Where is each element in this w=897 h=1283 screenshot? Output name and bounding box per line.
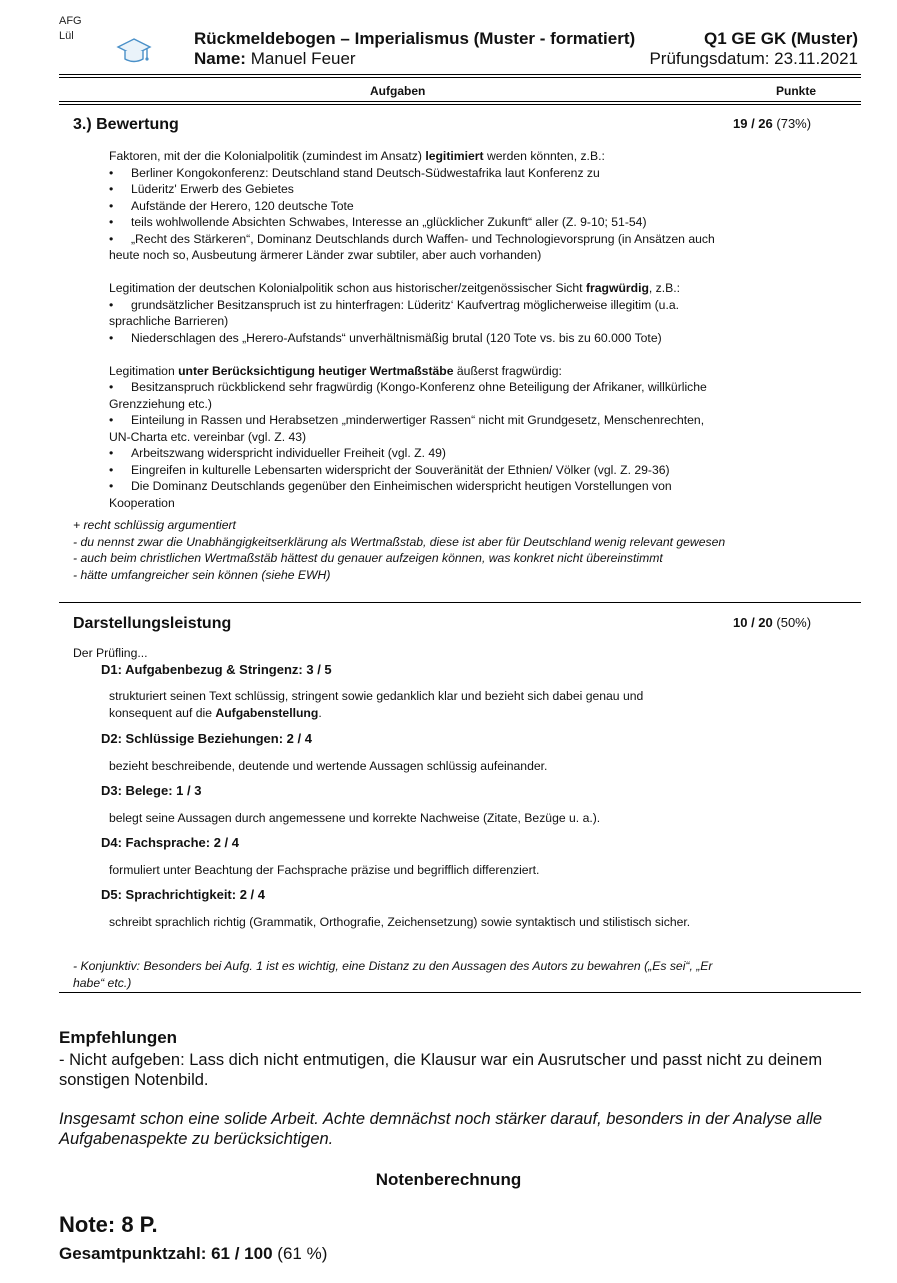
empfehlungen-title: Empfehlungen <box>59 1028 178 1047</box>
comment-line: - hätte umfangreicher sein können (siehe EWH) <box>73 567 331 582</box>
darstellung-points-value: 10 / 20 <box>733 615 773 630</box>
list-item: • Einteilung in Rassen und Herabsetzen „minderwertiger Rassen“ nicht mit Grundgesetz, Menschenrechten, UN-Charta etc. vereinbar (vgl. Z. 43) <box>109 412 729 445</box>
student-name-row <box>194 49 356 69</box>
column-points: Punkte <box>776 84 817 98</box>
total-points <box>59 1244 327 1264</box>
bewertung-comments <box>73 517 733 583</box>
d2-text: bezieht beschreibende, deutende und wertende Aussagen schlüssig aufeinander. <box>109 759 548 773</box>
d1-heading: D1: Aufgabenbezug & Stringenz: 3 / 5 <box>101 662 332 677</box>
d4-text: formuliert unter Beachtung der Fachsprache präzise und begrifflich differenziert. <box>109 863 540 877</box>
darstellung-points-percent: (50%) <box>776 615 812 630</box>
list-item: • Besitzanspruch rückblickend sehr fragwürdig (Kongo-Konferenz ohne Beteiligung der Afrikaner, willkürliche Grenzziehung etc.) <box>109 379 729 412</box>
d3-text: belegt seine Aussagen durch angemessene und korrekte Nachweise (Zitate, Bezüge u. a.). <box>109 811 601 825</box>
bewertung-points-percent: (73%) <box>776 116 812 131</box>
section-bewertung-title: 3.) Bewertung <box>73 116 179 133</box>
list-item: • Aufstände der Herero, 120 deutsche Tote <box>109 198 729 215</box>
course-label: Q1 GE GK (Muster) <box>704 29 858 48</box>
header-divider-2 <box>59 77 861 78</box>
darstellung-comment: - Konjunktiv: Besonders bei Aufg. 1 ist es wichtig, eine Distanz zu den Aussagen des Autors zu bewahren („Es sei“, „Er habe“ etc.) <box>73 959 713 990</box>
d2-heading: D2: Schlüssige Beziehungen: 2 / 4 <box>101 731 312 746</box>
teacher-code: Lül <box>59 30 74 42</box>
section-divider <box>59 992 861 993</box>
list-item: • teils wohlwollende Absichten Schwabes, Interesse an „glücklicher Zukunft“ aller (Z. 9-10; 51-54) <box>109 214 729 231</box>
d1-text: strukturiert seinen Text schlüssig, stringent sowie gedanklich klar und bezieht sich dabei genau und konsequent auf die Aufgabenstellung. <box>109 689 644 720</box>
school-teacher-code <box>59 14 82 44</box>
list-item: • Lüderitz' Erwerb des Gebietes <box>109 181 729 198</box>
empfehlungen-text: - Nicht aufgeben: Lass dich nicht entmutigen, die Klausur war ein Ausrutscher und passt nicht zu deinem sonstigen Notenbild. <box>59 1051 823 1089</box>
d4-heading: D4: Fachsprache: 2 / 4 <box>101 835 239 850</box>
bewertung-points-value: 19 / 26 <box>733 116 773 131</box>
list-item: • Arbeitszwang widerspricht individueller Freiheit (vgl. Z. 49) <box>109 445 729 462</box>
total-label: Gesamtpunktzahl: <box>59 1244 207 1263</box>
final-grade: Note: 8 P. <box>59 1212 158 1237</box>
list-item: • Eingreifen in kulturelle Lebensarten widerspricht der Souveränität der Ethnien/ Völker (vgl. Z. 29-36) <box>109 462 729 479</box>
summary-text: Insgesamt schon eine solide Arbeit. Achte demnächst noch stärker darauf, besonders in der Analyse alle Aufgabenaspekte zu berücksichtigen. <box>59 1110 823 1148</box>
bewertung-content <box>109 148 729 511</box>
section-darstellung-title: Darstellungsleistung <box>73 615 232 632</box>
name-label: Name: <box>194 49 246 68</box>
comment-line: - du nennst zwar die Unabhängigkeitserklärung als Wertmaßstab, diese ist aber für Deutschland wenig relevant gewesen <box>73 534 726 549</box>
list-item: • „Recht des Stärkeren“, Dominanz Deutschlands durch Waffen- und Technologievorsprung (in Ansätzen auch heute noch so, Ausbeutung ärmerer Länder zwar subtiler, aber auch vorhanden) <box>109 231 729 264</box>
exam-date: Prüfungsdatum: 23.11.2021 <box>649 49 858 68</box>
graduation-cap-icon <box>116 36 152 66</box>
table-header-divider-2 <box>59 104 861 105</box>
list-item: • Berliner Kongokonferenz: Deutschland stand Deutsch-Südwestafrika laut Konferenz zu <box>109 165 729 182</box>
comment-line: - auch beim christlichen Wertmaßstäb hättest du genauer aufzeigen können, was konkret nicht übereinstimmt <box>73 551 663 565</box>
header-divider <box>59 74 861 75</box>
total-percent: (61 %) <box>277 1244 328 1263</box>
bewertung-intro: Faktoren, mit der die Kolonialpolitik (zumindest im Ansatz) legitimiert werden könnten, z.B.: <box>109 149 605 163</box>
d5-text: schreibt sprachlich richtig (Grammatik, Orthografie, Zeichensetzung) sowie syntaktisch und stilistisch sicher. <box>109 915 691 929</box>
section-bewertung-points <box>733 116 811 131</box>
d5-heading: D5: Sprachrichtigkeit: 2 / 4 <box>101 887 265 902</box>
section-divider <box>59 602 861 603</box>
list-item: • Niederschlagen des „Herero-Aufstands“ unverhältnismäßig brutal (120 Tote vs. bis zu 60.000 Tote) <box>109 330 729 347</box>
total-value: 61 / 100 <box>211 1244 273 1263</box>
section-darstellung-points <box>733 615 811 630</box>
darstellung-intro: Der Prüfling... <box>73 646 148 660</box>
list-item: • Die Dominanz Deutschlands gegenüber den Einheimischen widerspricht heutigen Vorstellungen von Kooperation <box>109 478 729 511</box>
bewertung-para3: Legitimation unter Berücksichtigung heutiger Wertmaßstäbe äußerst fragwürdig: <box>109 363 562 378</box>
comment-line: + recht schlüssig argumentiert <box>73 518 236 532</box>
notenberechnung-title: Notenberechnung <box>375 1170 522 1189</box>
table-header-divider <box>59 101 861 102</box>
column-tasks: Aufgaben <box>370 84 426 98</box>
bewertung-para2: Legitimation der deutschen Kolonialpolitik schon aus historischer/zeitgenössischer Sicht fragwürdig, z.B.: <box>109 281 681 295</box>
school-code: AFG <box>59 15 82 27</box>
list-item: • grundsätzlicher Besitzanspruch ist zu hinterfragen: Lüderitz‘ Kaufvertrag möglicherweise illegitim (u.a. sprachliche Barrieren) <box>109 297 729 330</box>
document-title: Rückmeldebogen – Imperialismus (Muster - formatiert) <box>194 29 636 48</box>
student-name: Manuel Feuer <box>250 49 356 68</box>
d3-heading: D3: Belege: 1 / 3 <box>101 783 202 798</box>
